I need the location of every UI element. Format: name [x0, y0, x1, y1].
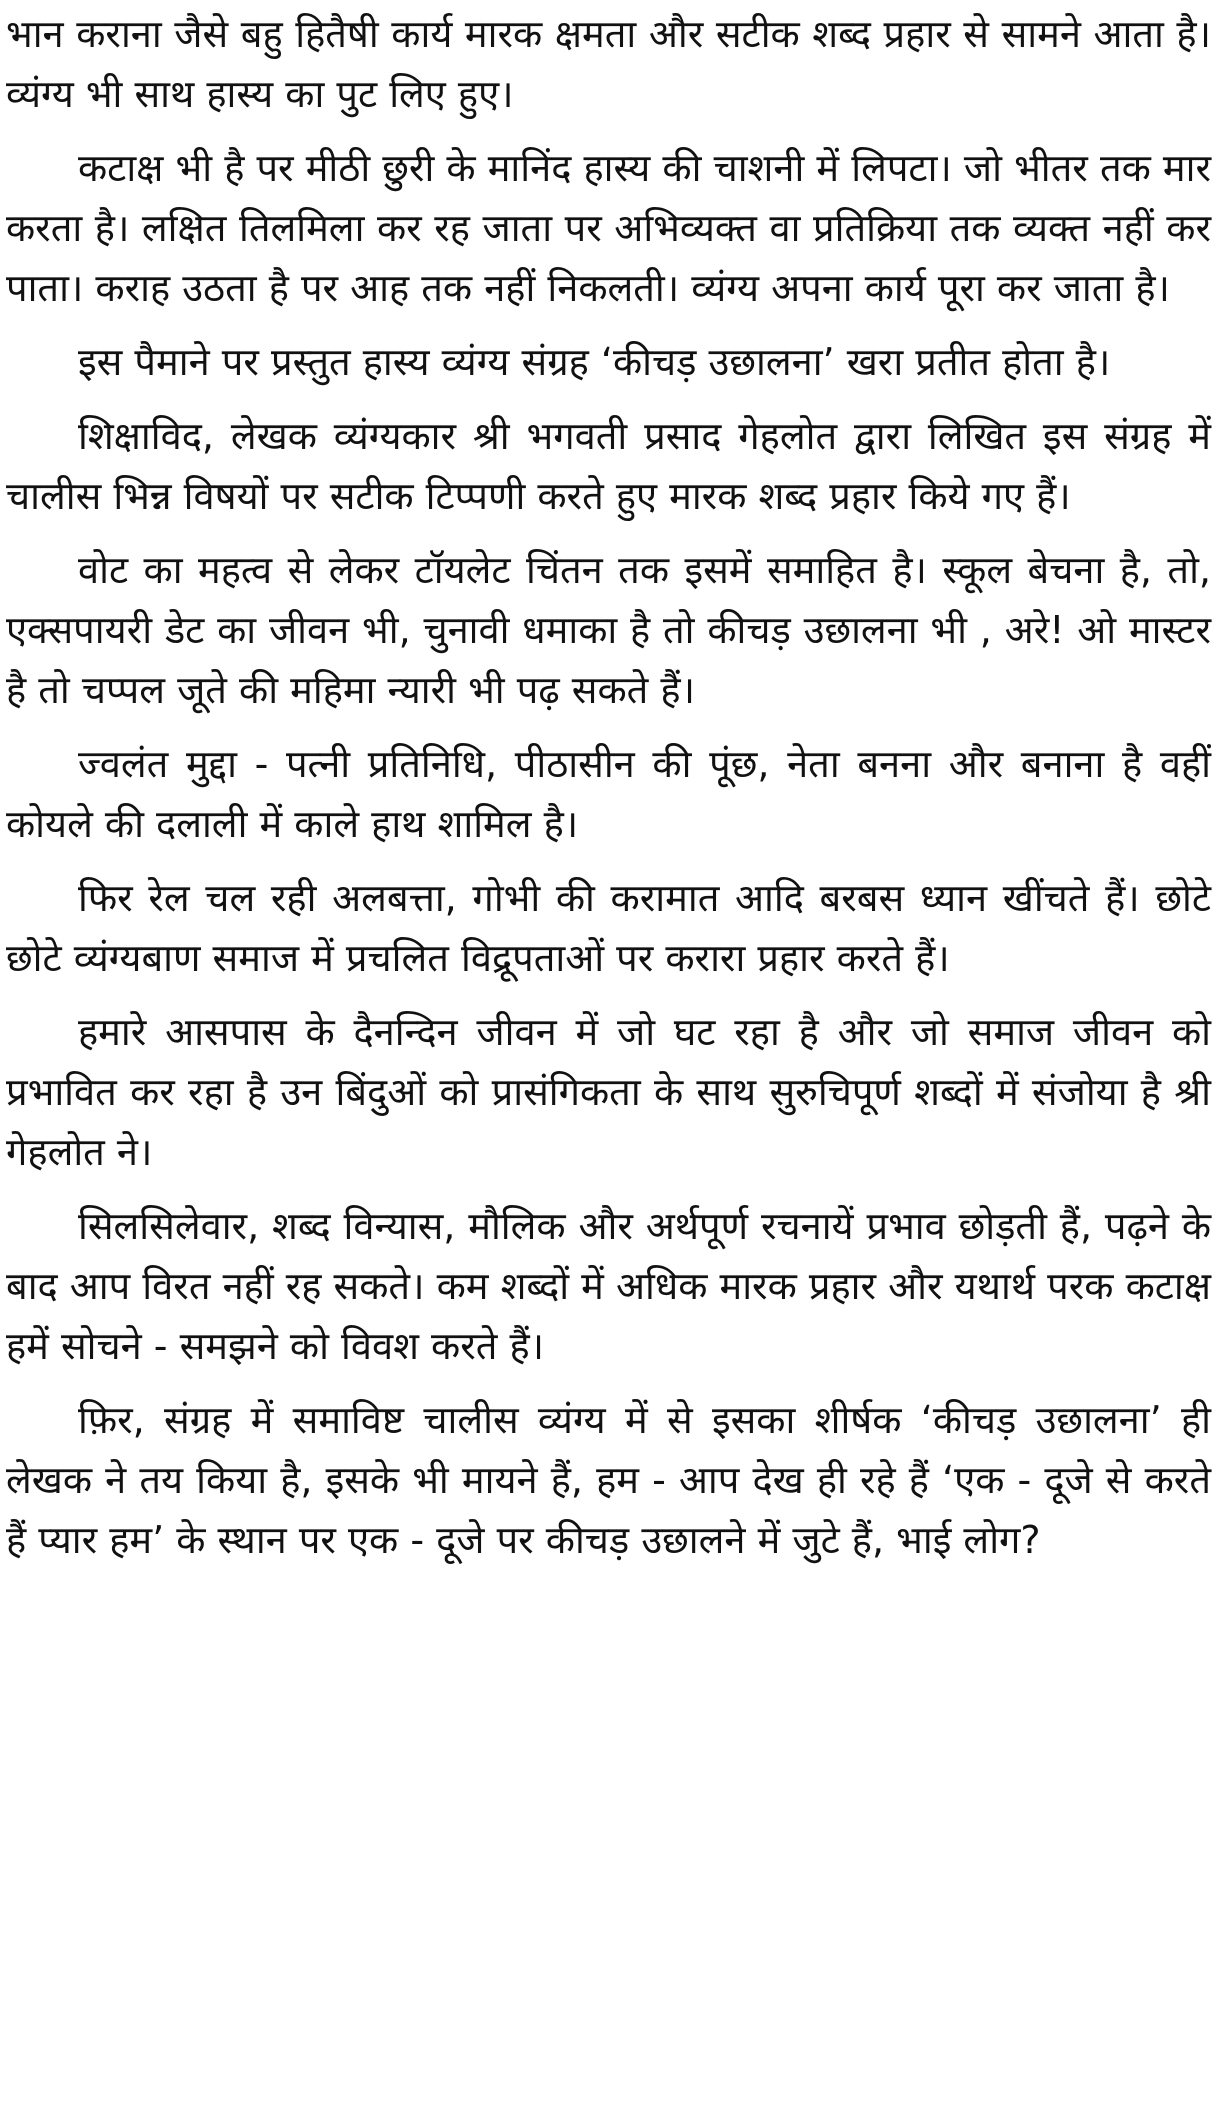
paragraph-1: भान कराना जैसे बहु हितैषी कार्य मारक क्षमता और सटीक शब्द प्रहार से सामने आता है। व्यंग्य भी साथ हास्य का पुट लिए हुए। [6, 12, 1211, 116]
paragraph-9: सिलसिलेवार, शब्द विन्यास, मौलिक और अर्थपूर्ण रचनायें प्रभाव छोड़ती हैं, पढ़ने के बाद आप विरत नहीं रह सकते। कम शब्दों में अधिक मारक प्रहार और यथार्थ परक कटाक्ष हमें सोचने - समझने को विवश करते हैं। [6, 1204, 1211, 1368]
paragraph-10: फ़िर, संग्रह में समाविष्ट चालीस व्यंग्य में से इसका शीर्षक ‘कीचड़ उछालना’ ही लेखक ने तय किया है, इसके भी मायने हैं, हम - आप देख ही रहे हैं ‘एक - दूजे से करते हैं प्यार हम’ के स्थान पर एक - दूजे पर कीचड़ उछालने में जुटे हैं, भाई लोग? [6, 1398, 1211, 1562]
paragraph-2: कटाक्ष भी है पर मीठी छुरी के मानिंद हास्य की चाशनी में लिपटा। जो भीतर तक मार करता है। लक्षित तिलमिला कर रह जाता पर अभिव्यक्त वा प्रतिक्रिया तक व्यक्त नहीं कर पाता। कराह उठता है पर आह तक नहीं निकलती। व्यंग्य अपना कार्य पूरा कर जाता है। [6, 146, 1211, 310]
paragraph-4: शिक्षाविद, लेखक व्यंग्यकार श्री भगवती प्रसाद गेहलोत द्वारा लिखित इस संग्रह में चालीस भिन्न विषयों पर सटीक टिप्पणी करते हुए मारक शब्द प्रहार किये गए हैं। [6, 414, 1211, 518]
paragraph-3: इस पैमाने पर प्रस्तुत हास्य व्यंग्य संग्रह ‘कीचड़ उछालना’ खरा प्रतीत होता है। [78, 340, 1111, 384]
paragraph-5: वोट का महत्व से लेकर टॉयलेट चिंतन तक इसमें समाहित है। स्कूल बेचना है, तो, एक्सपायरी डेट का जीवन भी, चुनावी धमाका है तो कीचड़ उछालना भी , अरे! ओ मास्टर है तो चप्पल जूते की महिमा न्यारी भी पढ़ सकते हैं। [6, 548, 1211, 712]
paragraph-6: ज्वलंत मुद्दा - पत्नी प्रतिनिधि, पीठासीन की पूंछ, नेता बनना और बनाना है वहीं कोयले की दलाली में काले हाथ शामिल है। [6, 742, 1211, 846]
paragraph-8: हमारे आसपास के दैनन्दिन जीवन में जो घट रहा है और जो समाज जीवन को प्रभावित कर रहा है उन बिंदुओं को प्रासंगिकता के साथ सुरुचिपूर्ण शब्दों में संजोया है श्री गेहलोत ने। [6, 1010, 1211, 1174]
paragraph-7: फिर रेल चल रही अलबत्ता, गोभी की करामात आदि बरबस ध्यान खींचते हैं। छोटे छोटे व्यंग्यबाण समाज में प्रचलित विद्रूपताओं पर करारा प्रहार करते हैं। [6, 876, 1211, 980]
